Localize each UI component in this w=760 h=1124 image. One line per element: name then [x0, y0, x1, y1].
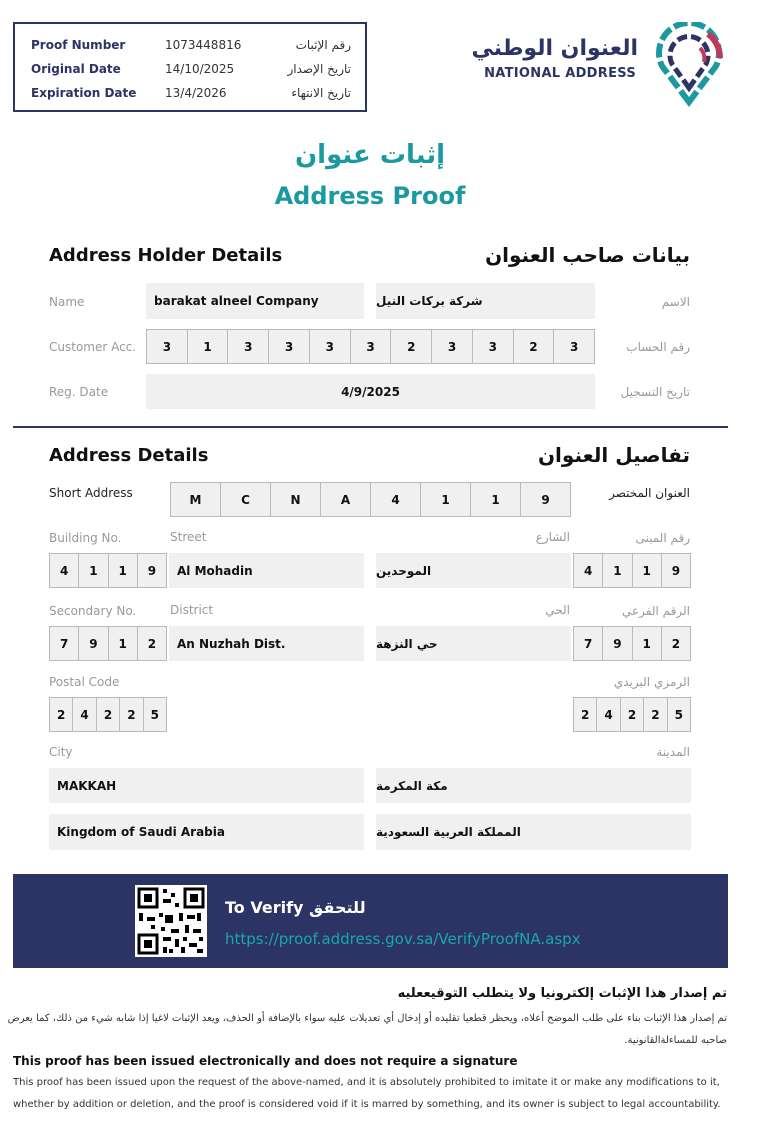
- building-digit: 9: [671, 563, 681, 578]
- district-label: District: [170, 603, 214, 617]
- postal-digit: 2: [50, 698, 73, 731]
- acc-digit: 3: [432, 330, 473, 363]
- country-ar-field: المملكة العربية السعودية: [376, 814, 691, 850]
- short-address-char: 1: [421, 483, 471, 516]
- acc-digit: 3: [473, 330, 514, 363]
- secondary-digits-ar: [573, 626, 691, 661]
- district-label-ar: الحي: [545, 603, 570, 617]
- name-label-ar: الاسم: [661, 295, 690, 309]
- short-address-char: M: [171, 483, 221, 516]
- postal-digit: 4: [597, 698, 620, 731]
- building-digit: 4: [574, 554, 603, 587]
- location-pin-logo-icon: [648, 22, 730, 108]
- secondary-digit: 2: [147, 636, 157, 651]
- acc-digit: 3: [351, 330, 392, 363]
- secondary-digit: 7: [50, 627, 79, 660]
- building-digits: [49, 553, 167, 588]
- secondary-digit: 1: [633, 627, 662, 660]
- secondary-label-ar: الرقم الفرعي: [622, 604, 690, 618]
- street-label-ar: الشارع: [535, 530, 570, 544]
- postal-digit: 4: [73, 698, 96, 731]
- short-address-char: 1: [471, 483, 521, 516]
- building-digit: 1: [109, 554, 138, 587]
- city-label-ar: المدينة: [656, 745, 690, 759]
- secondary-label: Secondary No.: [49, 604, 137, 618]
- original-date-row: [15, 59, 365, 81]
- expiration-date-label: Expiration Date: [31, 86, 137, 100]
- acc-digit: 3: [228, 330, 269, 363]
- title-en: Address Proof: [274, 182, 466, 210]
- country-en-field: Kingdom of Saudi Arabia: [49, 814, 364, 850]
- expiration-date-label-ar: تاريخ الانتهاء: [291, 86, 351, 100]
- postal-digits-ar: [573, 697, 691, 732]
- street-label: Street: [170, 530, 207, 544]
- postal-digits: [49, 697, 167, 732]
- reg-date-label-ar: تاريخ التسجيل: [620, 385, 690, 399]
- original-date-value: 14/10/2025: [165, 62, 235, 76]
- acc-digit: 3: [147, 330, 188, 363]
- postal-digit: 2: [120, 698, 143, 731]
- secondary-digit: 2: [671, 636, 681, 651]
- district-ar-field: حي النزهة: [376, 626, 571, 661]
- short-address-label-ar: العنوان المختصر: [609, 486, 690, 500]
- city-en-field: MAKKAH: [49, 768, 364, 803]
- street-en-field: Al Mohadin: [169, 553, 364, 588]
- secondary-digit: 9: [603, 627, 632, 660]
- address-section-title: Address Details: [49, 445, 209, 466]
- postal-digit: 2: [621, 698, 644, 731]
- street-ar-field: الموحدين: [376, 553, 571, 588]
- building-digit: 9: [147, 563, 157, 578]
- note-title-ar: تم إصدار هذا الإثبات إلكترونيا ولا يتطلب التوقيععليه: [397, 986, 727, 1001]
- customer-acc-label: Customer Acc.: [49, 340, 137, 354]
- building-label: Building No.: [49, 531, 122, 545]
- short-address-char: A: [321, 483, 371, 516]
- short-address-label: Short Address: [49, 486, 133, 500]
- postal-label: Postal Code: [49, 675, 120, 689]
- acc-digit: 3: [269, 330, 310, 363]
- acc-digit: 2: [514, 330, 555, 363]
- short-address-cells: [170, 482, 571, 517]
- building-digit: 4: [50, 554, 79, 587]
- building-digit: 1: [79, 554, 108, 587]
- proof-number-value: 1073448816: [165, 38, 242, 52]
- building-digit: 1: [633, 554, 662, 587]
- city-ar-field: مكة المكرمة: [376, 768, 691, 803]
- acc-digit: 3: [310, 330, 351, 363]
- city-label: City: [49, 745, 73, 759]
- name-en-field: barakat alneel Company: [146, 283, 364, 319]
- building-digit: 1: [603, 554, 632, 587]
- original-date-label-ar: تاريخ الإصدار: [287, 62, 351, 76]
- title-ar: إثبات عنوان: [294, 140, 445, 170]
- postal-label-ar: الرمزي البريدي: [613, 675, 690, 689]
- short-address-char: N: [271, 483, 321, 516]
- acc-digit: 1: [188, 330, 229, 363]
- postal-digit: 2: [644, 698, 667, 731]
- postal-digit: 5: [674, 707, 683, 722]
- secondary-digit: 7: [574, 627, 603, 660]
- logo-text-ar: العنوان الوطني: [471, 36, 638, 61]
- proof-info-box: [13, 22, 367, 112]
- acc-digit: 2: [391, 330, 432, 363]
- logo-text-en: NATIONAL ADDRESS: [484, 66, 636, 81]
- note-text-en: This proof has been issued upon the request of the above-named, and it is absolutely prohibited to imitate it or make any modifications to it, whether by addition or deletion, and the proof is considered void if it is marred by something, and its owner is subject to legal accountability.: [13, 1077, 721, 1110]
- postal-digit: 2: [97, 698, 120, 731]
- secondary-digit: 1: [109, 627, 138, 660]
- proof-number-label: Proof Number: [31, 38, 126, 52]
- district-en-field: An Nuzhah Dist.: [169, 626, 364, 661]
- verify-link[interactable]: https://proof.address.gov.sa/VerifyProofNA.aspx: [225, 930, 581, 948]
- proof-number-label-ar: رقم الإثبات: [295, 38, 351, 52]
- expiration-date-value: 13/4/2026: [165, 86, 227, 100]
- customer-acc-label-ar: رقم الحساب: [626, 340, 690, 354]
- section-divider: [13, 426, 728, 428]
- short-address-char: 9: [541, 492, 550, 507]
- short-address-char: 4: [371, 483, 421, 516]
- verify-title: To Verify للتحقق: [225, 898, 366, 917]
- short-address-char: C: [221, 483, 271, 516]
- name-label: Name: [49, 295, 85, 309]
- note-title-en: This proof has been issued electronically and does not require a signature: [13, 1054, 518, 1068]
- customer-acc-digits: [146, 329, 595, 364]
- name-ar-field: شركة بركات النيل: [376, 283, 595, 319]
- verify-banner: [13, 874, 728, 968]
- acc-digit: 3: [570, 339, 579, 354]
- holder-section-title-ar: بيانات صاحب العنوان: [485, 243, 690, 267]
- postal-digit: 2: [574, 698, 597, 731]
- address-section-title-ar: تفاصيل العنوان: [537, 443, 690, 467]
- building-label-ar: رقم المبنى: [635, 531, 690, 545]
- original-date-label: Original Date: [31, 62, 121, 76]
- postal-digit: 5: [150, 707, 159, 722]
- reg-date-label: Reg. Date: [49, 385, 109, 399]
- reg-date-field: 4/9/2025: [146, 374, 595, 409]
- secondary-digit: 9: [79, 627, 108, 660]
- building-digits-ar: [573, 553, 691, 588]
- note-text-ar: تم إصدار هذا الإثبات بناء على طلب الموضح أعلاه، ويحظر قطعيا تقليده أو إدخال أي تعديلات عليه سواء بالإضافة أو الحذف، ويعد الإثبات لاغيا إذا شابه شيء من ذلك، كما يعرض صاحبه للمساءلةالقانونية.: [7, 1013, 727, 1046]
- holder-section-title: Address Holder Details: [49, 245, 283, 266]
- expiration-date-row: [15, 83, 365, 105]
- secondary-digits: [49, 626, 167, 661]
- proof-number-row: [15, 35, 365, 57]
- qr-code-icon[interactable]: [135, 885, 207, 957]
